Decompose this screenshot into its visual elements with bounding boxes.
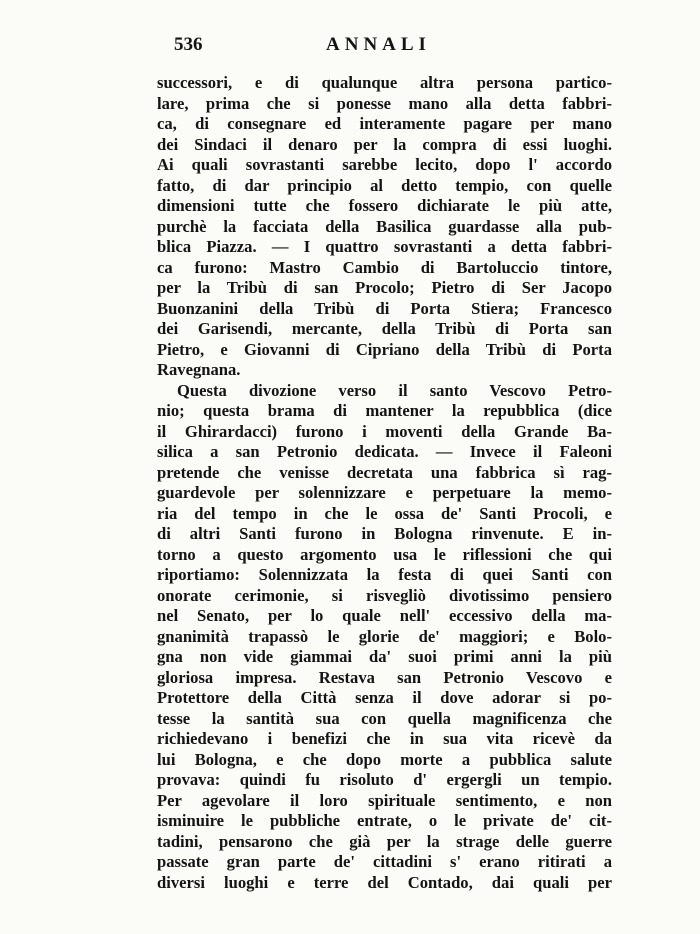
text-line: Questa divozione verso il santo Vescovo Petro- [177,380,612,400]
text-line: ca furono: Mastro Cambio di Bartoluccio tintore, [157,257,612,277]
text-line: lare, prima che si ponesse mano alla detta fabbri- [157,93,612,113]
text-line: dei Sindaci il denaro per la compra di essi luoghi. [157,134,612,154]
text-line: purchè la facciata della Basilica guardasse alla pub- [157,216,612,236]
text-line: passate gran parte de' cittadini s' erano ritirati a [157,852,612,871]
text-line: il Ghirardacci) furono i moventi della Grande Ba- [157,421,612,441]
text-line: pretende che venisse decretata una fabbrica sì rag- [157,462,612,482]
body-text [157,73,612,893]
text-line: richiedevano i benefizi che in sua vita ricevè da [157,729,612,748]
text-line: Pietro, e Giovanni di Cipriano della Tribù di Porta [157,339,612,359]
text-line: blica Piazza. — I quattro sovrastanti a detta fabbri- [157,237,612,256]
text-line: diversi luoghi e terre del Contado, dai quali per [157,872,612,892]
text-line: lui Bologna, e che dopo morte a pubblica salute [157,749,612,769]
text-line: successori, e di qualunque altra persona partico- [157,73,612,92]
text-line: provava: quindi fu risoluto d' ergergli un tempio. [157,770,612,789]
text-line: ria del tempo in che le ossa de' Santi Procoli, e [157,503,612,523]
text-line: per la Tribù di san Procolo; Pietro di Ser Jacopo [157,278,612,297]
text-line: isminuire le pubbliche entrate, o le private de' cit- [157,811,612,830]
text-line: nel Senato, per lo quale nell' eccessivo della ma- [157,606,612,625]
text-line: Protettore della Città senza il dove adorar si po- [157,688,612,707]
text-line: torno a questo argomento usa le riflessioni che qui [157,544,612,564]
text-line: Ravegnana. [157,360,241,379]
text-line: fatto, di dar principio al detto tempio, con quelle [157,175,612,195]
text-line: dei Garisendi, mercante, della Tribù di Porta san [157,319,612,338]
text-line: guardevole per solennizzare e perpetuare la memo- [157,483,612,502]
text-line: Per agevolare il loro spirituale sentimento, e non [157,790,612,810]
page-number: 536 [174,34,203,55]
text-line: silica a san Petronio dedicata. — Invece il Faleoni [157,442,612,461]
text-line: onorate cerimonie, si risvegliò divotissimo pensiero [157,585,612,605]
text-line: di altri Santi furono in Bologna rinvenute. E in- [157,524,612,543]
page-header [157,34,612,60]
text-line: gna non vide giammai da' suoi primi anni la più [157,647,612,666]
text-line: tesse la santità sua con quella magnificenza che [157,708,612,728]
text-line: ca, di consegnare ed interamente pagare per mano [157,114,612,133]
running-head: ANNALI [326,34,431,55]
text-line: Ai quali sovrastanti sarebbe lecito, dopo l' accordo [157,155,612,174]
text-line: gnanimità trapassò le glorie de' maggiori; e Bolo- [157,626,612,646]
text-line: Buonzanini della Tribù di Porta Stiera; Francesco [157,298,612,318]
text-line: riportiamo: Solennizzata la festa di quei Santi con [157,565,612,584]
text-line: dimensioni tutte che fossero dichiarate le più atte, [157,196,612,215]
text-line: gloriosa impresa. Restava san Petronio Vescovo e [157,667,612,687]
text-line: nio; questa brama di mantener la repubblica (dice [157,401,612,420]
text-line: tadini, pensarono che già per la strage delle guerre [157,831,612,851]
